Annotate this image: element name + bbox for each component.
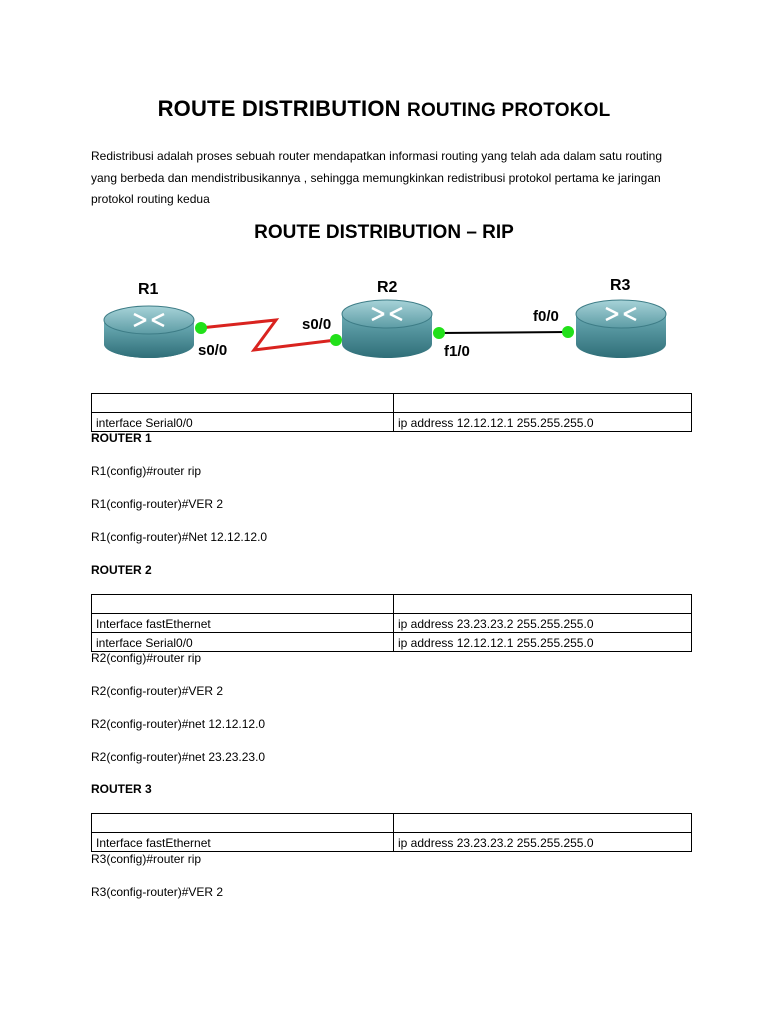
port-r3-f00-dot[interactable] (562, 326, 574, 338)
router1-heading: ROUTER 1 (91, 431, 152, 445)
table-cell: interface Serial0/0 (92, 413, 394, 432)
table-cell (92, 595, 394, 614)
table-cell (92, 814, 394, 833)
command-line: R3(config-router)#VER 2 (91, 885, 224, 899)
router-r2-icon[interactable] (342, 300, 432, 358)
router3-heading: ROUTER 3 (91, 782, 152, 796)
port-r1-s00-label: s0/0 (198, 342, 228, 359)
table-cell: ip address 23.23.23.2 255.255.255.0 (394, 833, 692, 852)
port-r2-s00-dot[interactable] (330, 334, 342, 346)
router3-interface-table (91, 813, 692, 852)
port-r2-s00-label: s0/0 (302, 316, 332, 333)
table-cell: Interface fastEthernet (92, 614, 394, 633)
page-title (0, 96, 768, 122)
table-cell: interface Serial0/0 (92, 633, 394, 652)
table-cell (92, 394, 394, 413)
command-line: R2(config)#router rip (91, 651, 202, 665)
router2-interface-table (91, 594, 692, 652)
table-cell: Interface fastEthernet (92, 833, 394, 852)
command-line: R1(config-router)#VER 2 (91, 497, 224, 511)
table-row (92, 833, 692, 852)
port-r2-f10-dot[interactable] (433, 327, 445, 339)
command-line: R2(config-router)#net 23.23.23.0 (91, 750, 266, 764)
router-r2-label: R2 (377, 279, 398, 296)
title-main: ROUTE DISTRIBUTION (157, 96, 401, 121)
router-r3-icon[interactable] (576, 300, 666, 358)
table-row (92, 413, 692, 432)
command-line: R2(config-router)#VER 2 (91, 684, 224, 698)
title-rest: ROUTING PROTOKOL (407, 100, 611, 121)
command-line: R1(config)#router rip (91, 464, 202, 478)
router1-interface-table (91, 393, 692, 432)
port-r2-f10-label: f1/0 (444, 343, 470, 360)
table-row (92, 595, 692, 614)
command-line: R3(config)#router rip (91, 852, 202, 866)
network-topology-diagram (96, 270, 676, 370)
router-r1-label: R1 (138, 281, 159, 298)
table-cell: ip address 12.12.12.1 255.255.255.0 (394, 413, 692, 432)
table-row (92, 614, 692, 633)
router-r1-icon[interactable] (104, 306, 194, 358)
table-cell (394, 595, 692, 614)
table-row (92, 814, 692, 833)
router-r3-label: R3 (610, 277, 631, 294)
router2-heading: ROUTER 2 (91, 563, 152, 577)
ethernet-link (439, 332, 568, 333)
table-cell (394, 394, 692, 413)
table-row (92, 633, 692, 652)
table-cell: ip address 12.12.12.1 255.255.255.0 (394, 633, 692, 652)
table-cell (394, 814, 692, 833)
section-title: ROUTE DISTRIBUTION – RIP (254, 222, 514, 243)
table-row (92, 394, 692, 413)
intro-paragraph: Redistribusi adalah proses sebuah router mendapatkan informasi routing yang telah ada dalam satu routing yang berbeda dan mendistribusikannya , sehingga memungkinkan redistribusi protokol pertama ke jaringan protokol routing kedua (91, 149, 663, 206)
command-line: R2(config-router)#net 12.12.12.0 (91, 717, 266, 731)
port-r3-f00-label: f0/0 (533, 308, 559, 325)
command-line: R1(config-router)#Net 12.12.12.0 (91, 530, 268, 544)
port-r1-s00-dot[interactable] (195, 322, 207, 334)
table-cell: ip address 23.23.23.2 255.255.255.0 (394, 614, 692, 633)
